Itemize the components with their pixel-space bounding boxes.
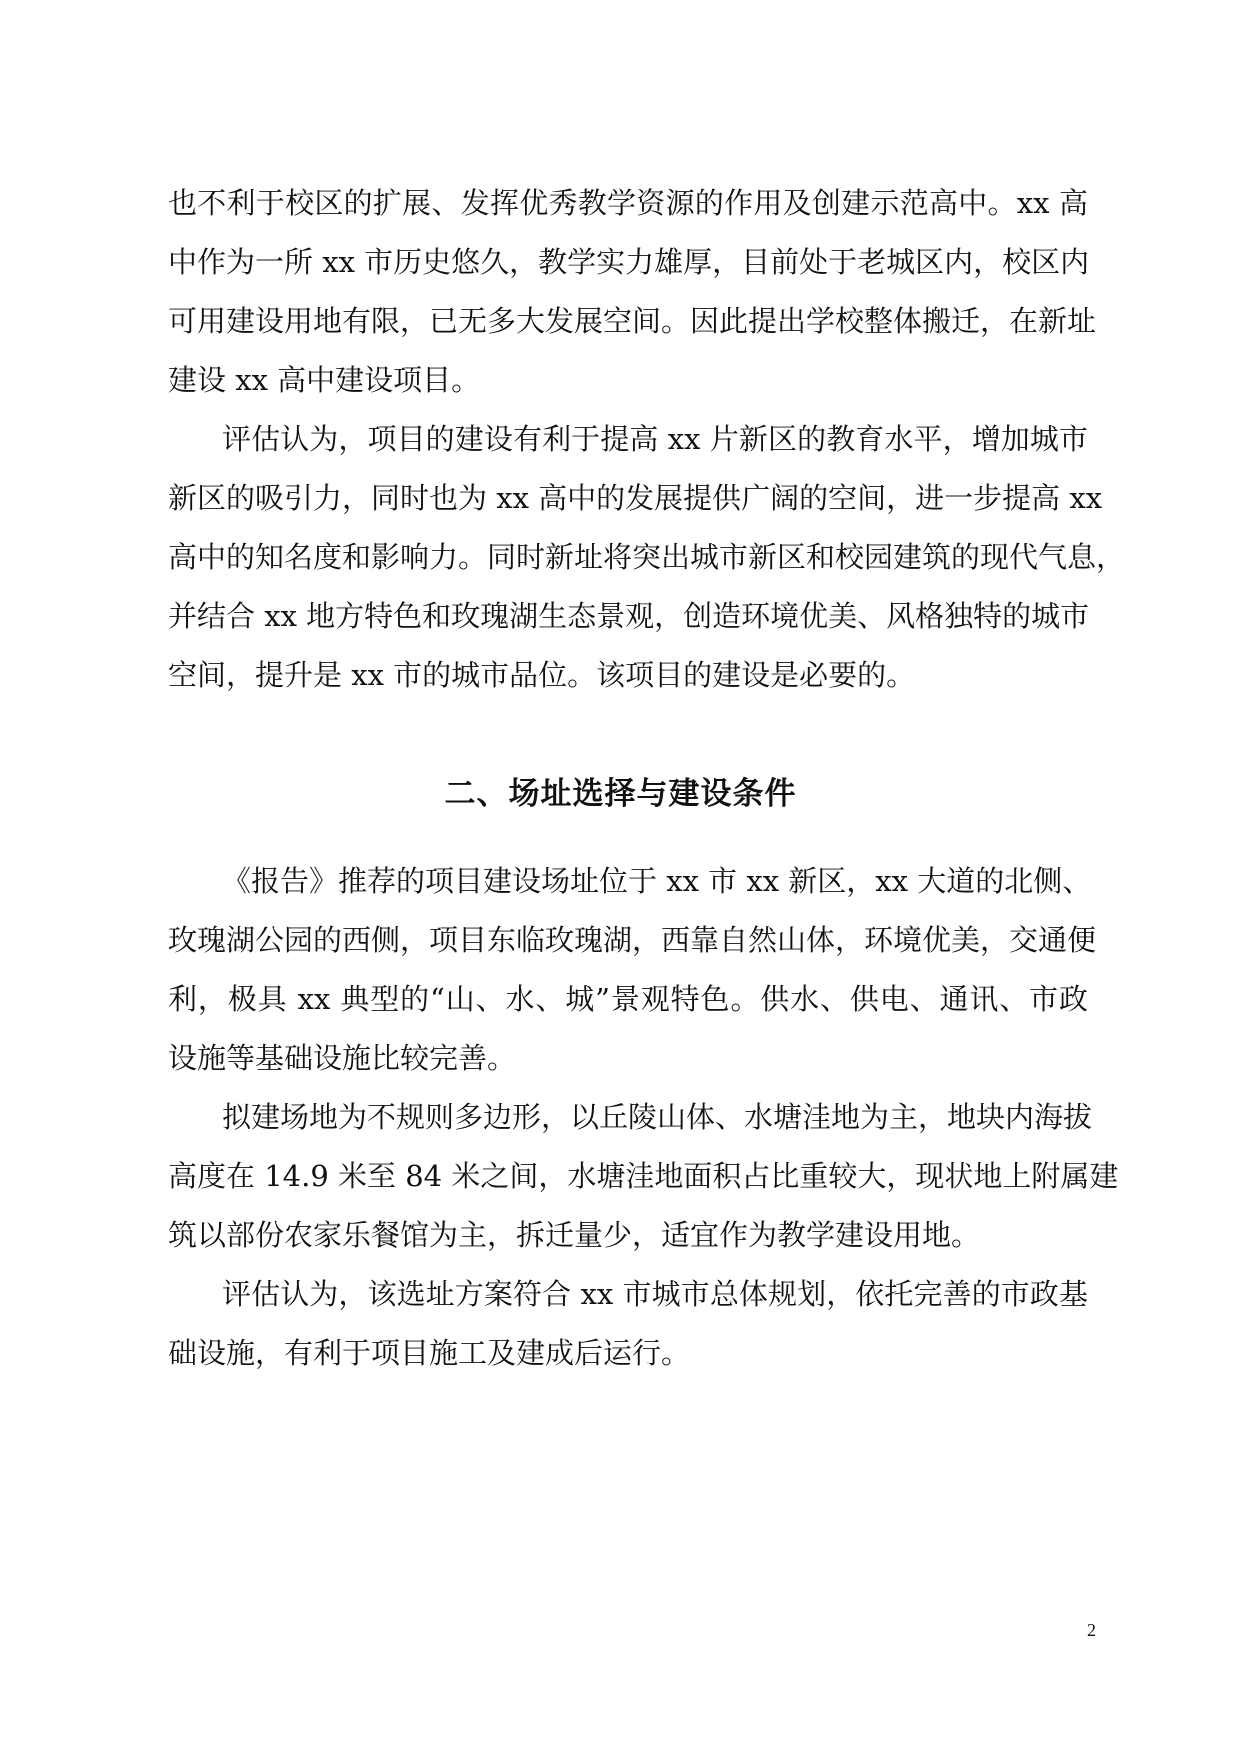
text-line: 利，极具 xx 典型的“山、水、城”景观特色。供水、供电、通讯、市政 — [168, 982, 1088, 1016]
text-line: 空间，提升是 xx 市的城市品位。该项目的建设是必要的。 — [168, 658, 916, 692]
text-line: 评估认为，项目的建设有利于提高 xx 片新区的教育水平，增加城市 — [222, 422, 1088, 456]
text-line: 筑以部份农家乐餐馆为主，拆迁量少，适宜作为教学建设用地。 — [168, 1218, 981, 1252]
page-number: 2 — [1087, 1620, 1096, 1640]
text-line: 《报告》推荐的项目建设场址位于 xx 市 xx 新区，xx 大道的北侧、 — [222, 864, 1092, 898]
text-line: 新区的吸引力，同时也为 xx 高中的发展提供广阔的空间，进一步提高 xx — [168, 481, 1103, 515]
text-line: 中作为一所 xx 市历史悠久，教学实力雄厚，目前处于老城区内，校区内 — [168, 245, 1090, 279]
text-line: 也不利于校区的扩展、发挥优秀教学资源的作用及创建示范高中。xx 高 — [168, 186, 1088, 220]
text-line: 拟建场地为不规则多边形，以丘陵山体、水塘洼地为主，地块内海拔 — [222, 1100, 1093, 1134]
text-line: 高中的知名度和影响力。同时新址将突出城市新区和校园建筑的现代气息， — [168, 540, 1126, 574]
text-line: 评估认为，该选址方案符合 xx 市城市总体规划，依托完善的市政基 — [222, 1277, 1088, 1311]
text-line: 可用建设用地有限，已无多大发展空间。因此提出学校整体搬迁，在新址 — [168, 304, 1097, 338]
text-line: 设施等基础设施比较完善。 — [168, 1041, 517, 1075]
text-line: 玫瑰湖公园的西侧，项目东临玫瑰湖，西靠自然山体，环境优美，交通便 — [168, 923, 1097, 957]
text-line: 高度在 14.9 米至 84 米之间，水塘洼地面积占比重较大，现状地上附属建 — [168, 1159, 1119, 1193]
text-line: 础设施，有利于项目施工及建成后运行。 — [168, 1336, 691, 1370]
text-line: 并结合 xx 地方特色和玫瑰湖生态景观，创造环境优美、风格独特的城市 — [168, 599, 1090, 633]
section-heading: 二、场址选择与建设条件 — [444, 776, 797, 812]
text-line: 建设 xx 高中建设项目。 — [168, 363, 481, 397]
